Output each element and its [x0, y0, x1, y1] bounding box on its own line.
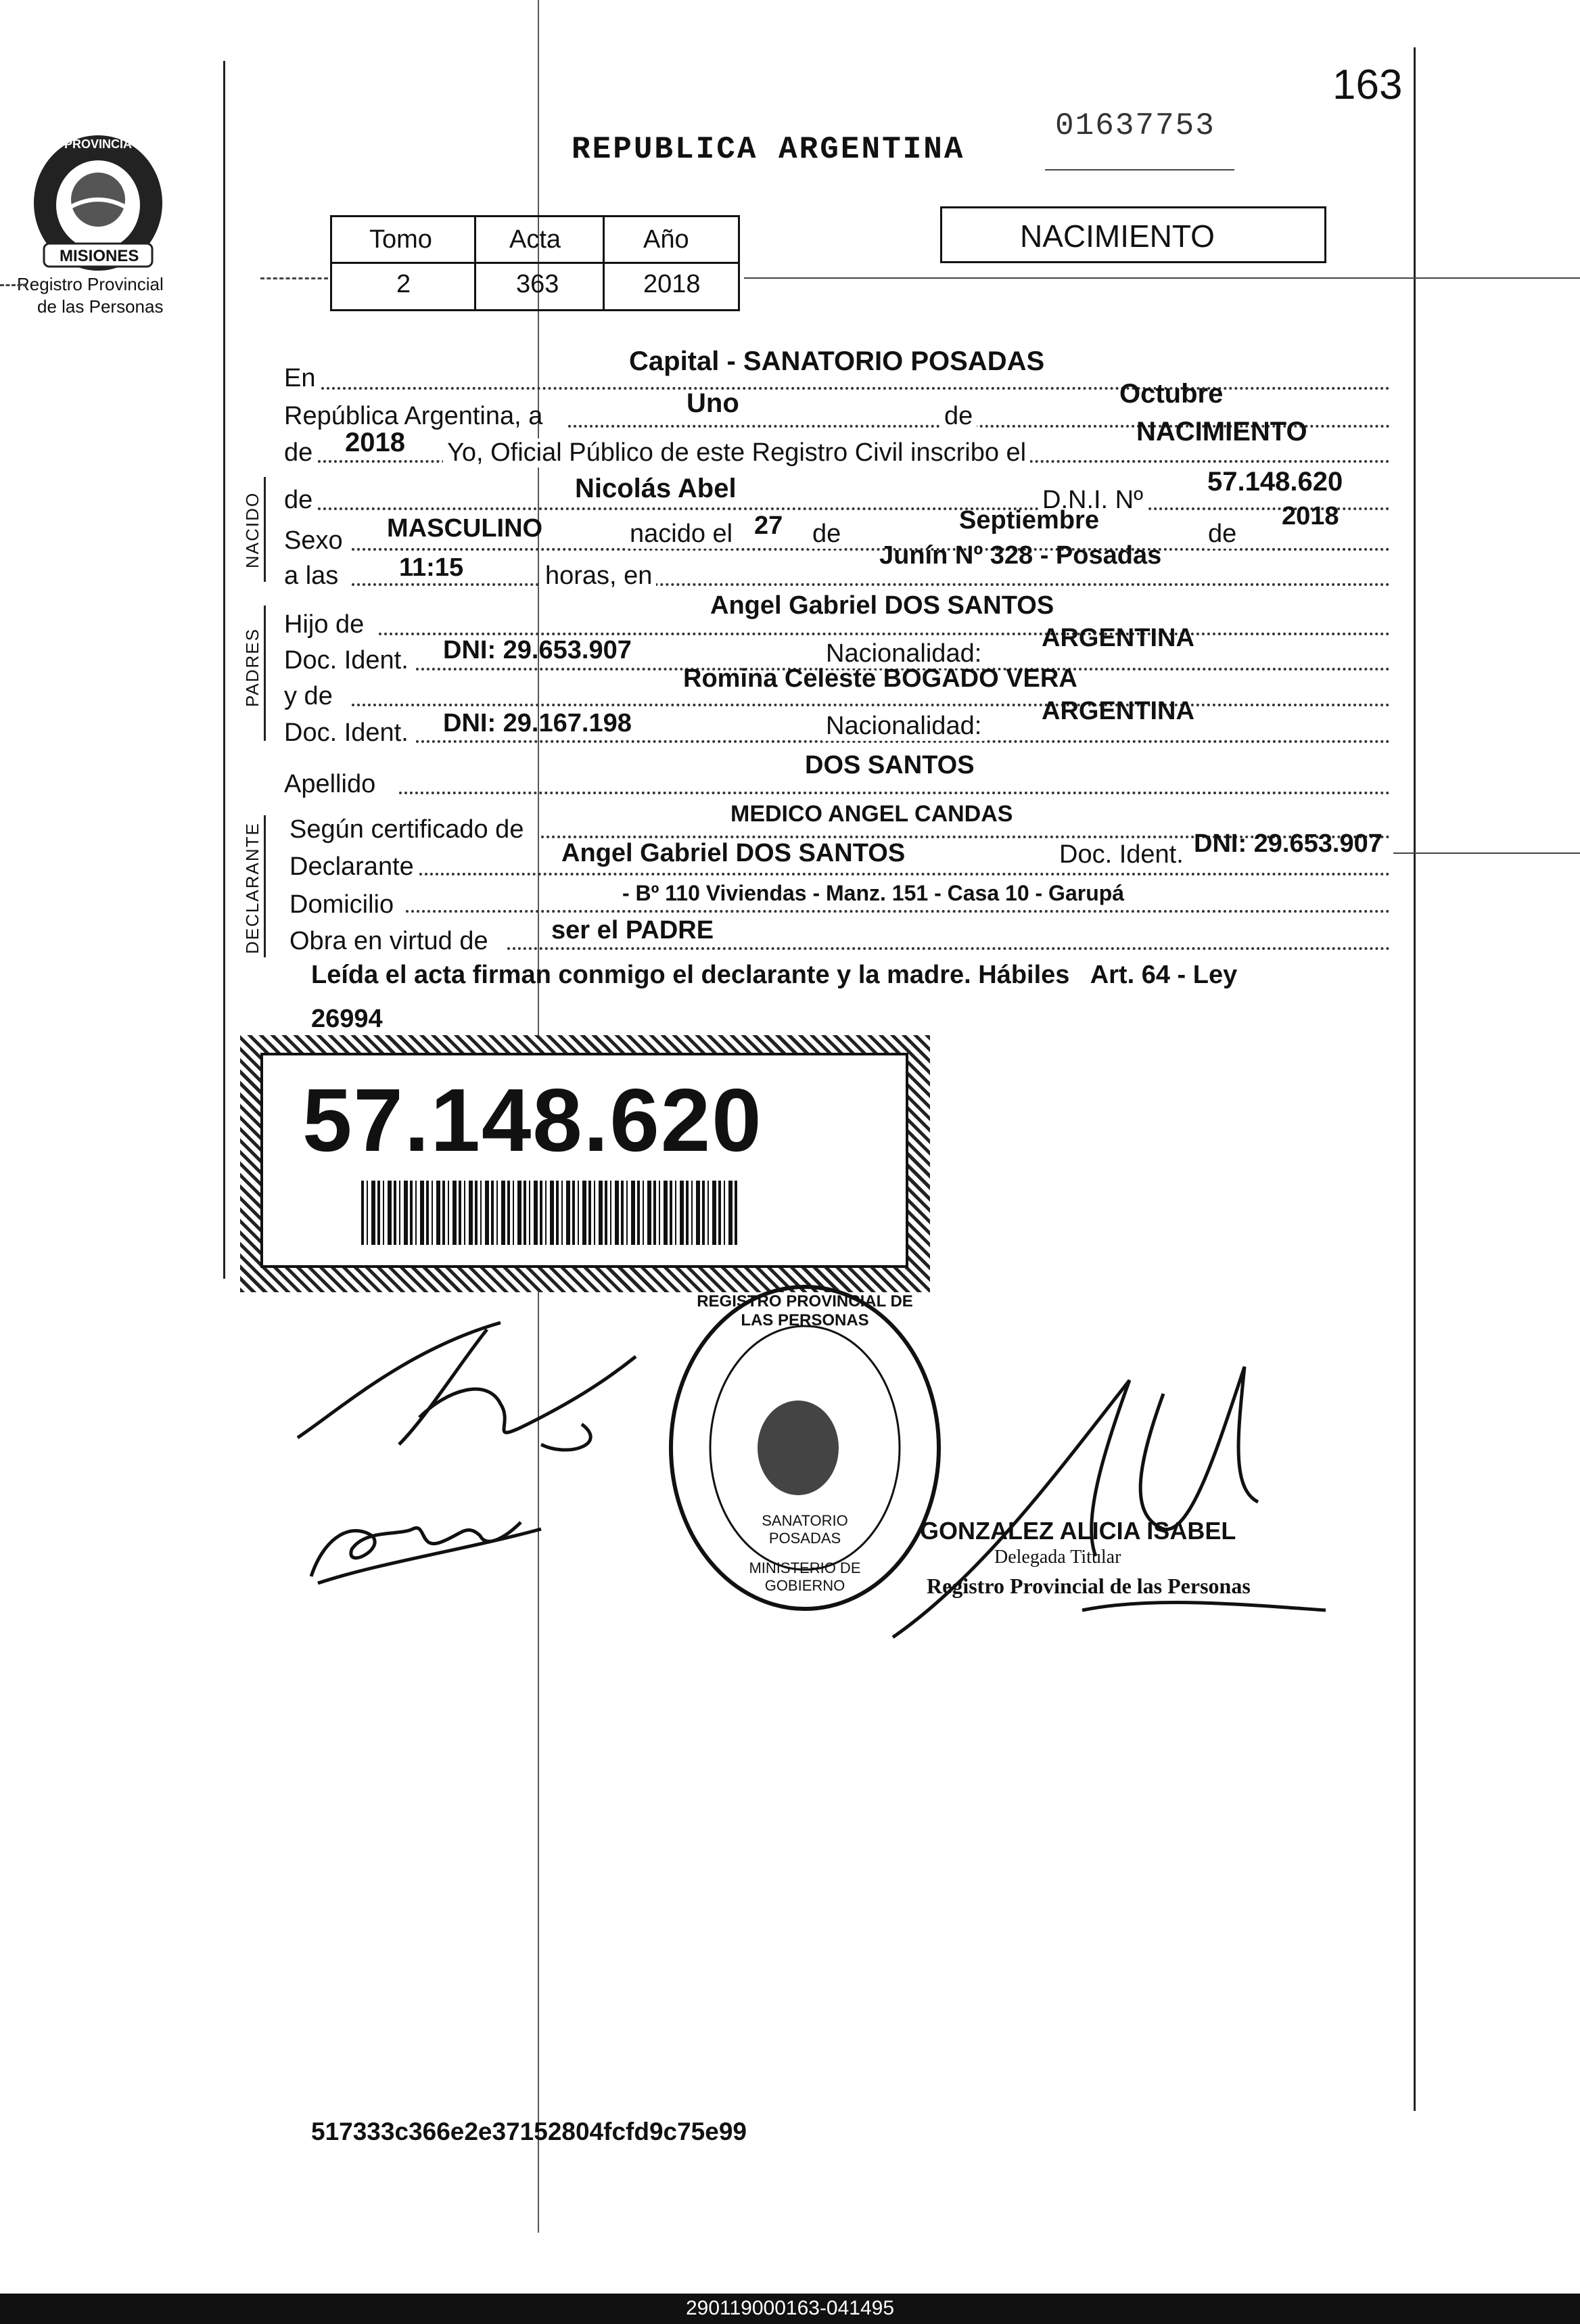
decl-doc-label: Doc. Ident. — [1055, 840, 1188, 869]
republica-label: República Argentina, a — [284, 402, 543, 430]
record-type: NACIMIENTO — [1020, 219, 1215, 254]
place-value: Capital - SANATORIO POSADAS — [629, 346, 1045, 376]
birth-year: 2018 — [1282, 502, 1339, 530]
left-margin-line — [223, 61, 225, 1279]
birth-month: Septiembre — [959, 506, 1099, 534]
right-margin-line — [1414, 47, 1416, 2111]
mother-nationality: ARGENTINA — [1042, 697, 1194, 725]
table-header-tomo: Tomo — [369, 225, 432, 254]
child-dni: 57.148.620 — [1207, 467, 1343, 497]
stamp-inner-top: SANATORIO POSADAS — [762, 1512, 848, 1547]
id-sticker — [240, 1035, 930, 1292]
decl-label: Declarante — [289, 852, 414, 881]
table-dashes-left — [260, 277, 328, 279]
cert-label: Según certificado de — [289, 815, 524, 844]
logo-bottom-text: MISIONES — [60, 247, 139, 265]
country-title: REPUBLICA ARGENTINA — [572, 132, 965, 167]
page-number: 163 — [1332, 62, 1403, 108]
nacido-bracket — [264, 477, 266, 582]
closing-line-1: Leída el acta firman conmigo el declarante y la madre. Hábiles Art. 64 - Ley — [311, 961, 1238, 989]
decl-value: Angel Gabriel DOS SANTOS — [561, 839, 906, 867]
sexo-value: MASCULINO — [387, 514, 543, 543]
officer-name: GONZALEZ ALICIA ISABEL — [920, 1517, 1236, 1545]
logo-caption-2: de las Personas — [37, 296, 164, 317]
table-header-acta: Acta — [509, 225, 561, 254]
nacido-el-label: nacido el — [626, 520, 737, 549]
day-value: Uno — [687, 388, 739, 418]
nacido-de-label: de — [284, 486, 313, 514]
act-value: NACIMIENTO — [1136, 417, 1307, 447]
dom-label: Domicilio — [289, 890, 394, 919]
apellido-label: Apellido — [284, 770, 376, 798]
table-dashes-right — [744, 277, 1580, 279]
serial-number: 01637753 — [1055, 108, 1215, 143]
horas-label: horas, en — [541, 562, 656, 591]
barcode — [361, 1181, 740, 1245]
father-doc-label: Doc. Ident. — [284, 646, 409, 675]
logo-arc-text: PROVINCIA DE — [64, 137, 152, 151]
decl-doc-value: DNI: 29.653.907 — [1194, 829, 1382, 858]
declarante-section-label: DECLARANTE — [242, 822, 262, 954]
birth-time: 11:15 — [399, 553, 464, 582]
alas-label: a las — [284, 562, 339, 590]
footer-code: 290119000163-041495 — [685, 2297, 895, 2319]
right-dashes-1 — [1393, 852, 1580, 854]
stamp-outer-text: REGISTRO PROVINCIAL DE LAS PERSONAS — [697, 1292, 913, 1329]
logo-caption-1: Registro Provincial — [17, 274, 164, 294]
officer-title: Delegada Titular — [994, 1547, 1121, 1568]
table-value-acta: 363 — [516, 270, 559, 298]
yde-label: y de — [284, 682, 333, 710]
table-header-ano: Año — [643, 225, 689, 254]
father-signature — [284, 1309, 690, 1472]
document-hash: 517333c366e2e37152804fcfd9c75e99 — [311, 2118, 747, 2145]
province-logo — [27, 125, 169, 274]
mother-nat-label: Nacionalidad: — [822, 712, 985, 741]
table-value-tomo: 2 — [396, 270, 411, 298]
declarante-bracket — [264, 815, 266, 957]
record-type-box — [940, 206, 1326, 263]
mother-doc-label: Doc. Ident. — [284, 719, 409, 747]
serial-underline — [1045, 169, 1234, 170]
oficial-text: Yo, Oficial Público de este Registro Civil inscribo el — [443, 438, 1030, 468]
father-doc: DNI: 29.653.907 — [443, 636, 632, 664]
officer-org: Registro Provincial de las Personas — [927, 1574, 1251, 1598]
apellido-value: DOS SANTOS — [805, 751, 975, 779]
en-label: En — [284, 364, 316, 392]
father-name: Angel Gabriel DOS SANTOS — [710, 591, 1054, 620]
father-nat-label: Nacionalidad: — [822, 639, 985, 668]
nacido-section-label: NACIDO — [242, 491, 262, 568]
table-value-ano: 2018 — [643, 270, 701, 298]
padres-bracket — [264, 606, 266, 741]
padres-section-label: PADRES — [242, 628, 262, 707]
dni-label: D.N.I. Nº — [1038, 486, 1147, 515]
nacido-de-label-3: de — [1204, 520, 1240, 549]
obra-value: ser el PADRE — [551, 916, 714, 944]
officer-signature — [879, 1353, 1339, 1651]
stamp-inner-bottom: MINISTERIO DE GOBIERNO — [749, 1559, 861, 1594]
father-nationality: ARGENTINA — [1042, 624, 1194, 652]
de2-label: de — [284, 438, 313, 467]
mother-doc: DNI: 29.167.198 — [443, 709, 632, 737]
year-value: 2018 — [345, 428, 405, 457]
closing-line-2: 26994 — [311, 1005, 383, 1033]
cert-value: MEDICO ANGEL CANDAS — [730, 801, 1013, 827]
child-name: Nicolás Abel — [575, 474, 737, 503]
sexo-label: Sexo — [284, 526, 343, 555]
de-label: de — [940, 402, 977, 431]
mother-signature — [298, 1475, 568, 1597]
footer-bar — [0, 2294, 1580, 2324]
mother-name: Romina Celeste BOGADO VERA — [683, 664, 1077, 693]
nacido-de-label-2: de — [808, 520, 845, 549]
sticker-number: 57.148.620 — [302, 1070, 763, 1170]
month-value: Octubre — [1119, 379, 1224, 409]
record-table — [330, 215, 740, 311]
birth-day: 27 — [754, 511, 783, 540]
birth-place: Junín Nº 328 - Posadas — [879, 541, 1162, 570]
dom-value: - Bº 110 Viviendas - Manz. 151 - Casa 10 - Garupá — [622, 881, 1125, 905]
obra-label: Obra en virtud de — [289, 927, 488, 955]
hijo-label: Hijo de — [284, 610, 365, 639]
left-dashes-1 — [0, 284, 27, 286]
